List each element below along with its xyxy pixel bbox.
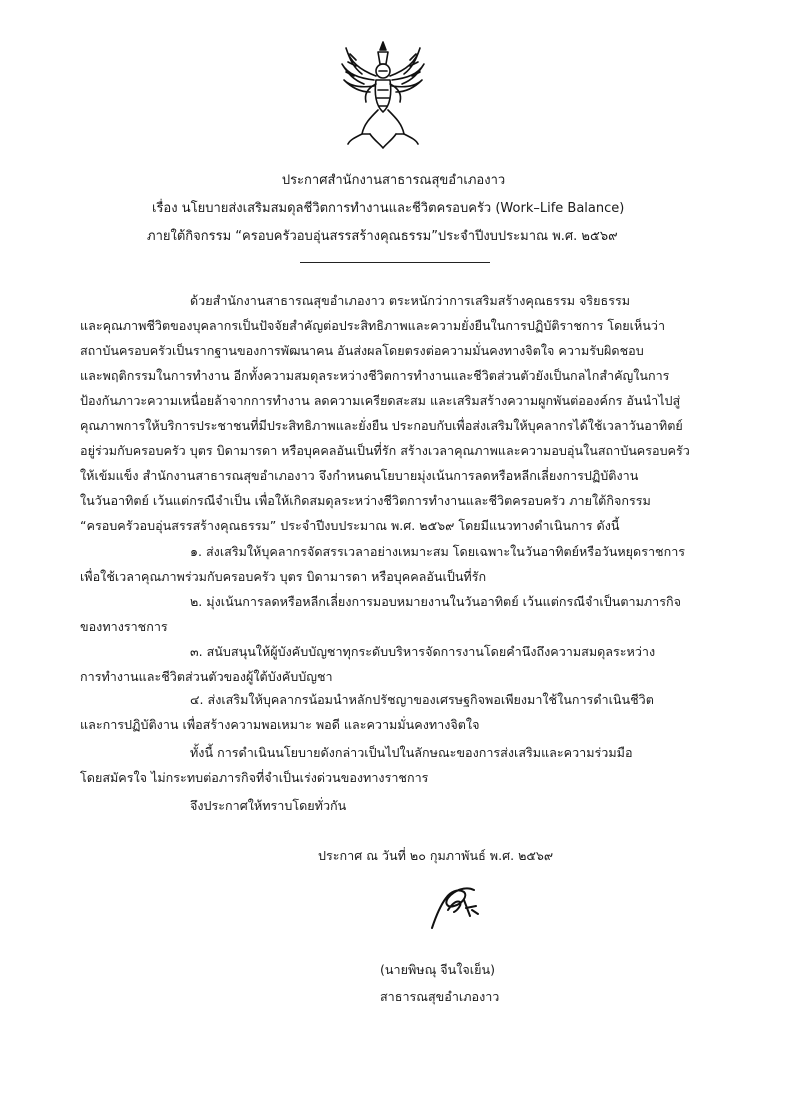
- intro-line: ด้วยสำนักงานสาธารณสุขอำเภองาว ตระหนักว่าการเสริมสร้างคุณธรรม จริยธรรม: [190, 293, 631, 308]
- announcement-office-title: ประกาศสำนักงานสาธารณสุขอำเภองาว: [281, 173, 506, 188]
- announcement-subject: เรื่อง นโยบายส่งเสริมสมดุลชีวิตการทำงานและชีวิตครอบครัว (Work–Life Balance): [152, 201, 625, 216]
- guideline-item-1: [80, 539, 716, 589]
- guideline-item-4: [80, 687, 716, 737]
- guideline-item-line: การทำงานและชีวิตส่วนตัวของผู้ใต้บังคับบัญชา: [80, 669, 333, 684]
- intro-line: ป้องกันภาวะความเหนื่อยล้าจากการทำงาน ลดความเครียดสะสม และเสริมสร้างความผูกพันต่อองค์กร อันนำไปสู่: [80, 393, 681, 408]
- final-statement-text: จึงประกาศให้ทราบโดยทั่วกัน: [190, 798, 347, 813]
- signer-name: (นายพิษณุ จีนใจเย็น): [380, 962, 495, 977]
- closing-line: ทั้งนี้ การดำเนินนโยบายดังกล่าวเป็นไปในลักษณะของการส่งเสริมและความร่วมมือ: [190, 745, 633, 760]
- intro-line: และพฤติกรรมในการทำงาน อีกทั้งความสมดุลระหว่างชีวิตการทำงานและชีวิตส่วนตัวยังเป็นกลไกสำคัญในการ: [80, 368, 670, 383]
- final-statement: [190, 793, 590, 818]
- intro-paragraph: [80, 288, 716, 538]
- intro-line: ในวันอาทิตย์ เว้นแต่กรณีจำเป็น เพื่อให้เกิดสมดุลระหว่างชีวิตการทำงานและชีวิตครอบครัว ภายใต้กิจกรรม: [80, 493, 651, 508]
- intro-line: ให้เข้มแข็ง สำนักงานสาธารณสุขอำเภองาว จึงกำหนดนโยบายมุ่งเน้นการลดหรือหลีกเลี่ยงการปฏิบัติงาน: [80, 468, 639, 483]
- guideline-item-line: ๓. สนับสนุนให้ผู้บังคับบัญชาทุกระดับบริหารจัดการงานโดยคำนึงถึงความสมดุลระหว่าง: [190, 644, 656, 659]
- intro-line: คุณภาพการให้บริการประชาชนที่มีประสิทธิภาพและยั่งยืน ประกอบกับเพื่อส่งเสริมให้บุคลากรได้ใช้เวลาวันอาทิตย์: [80, 418, 683, 433]
- intro-line: “ครอบครัวอบอุ่นสรรสร้างคุณธรรม” ประจำปีงบประมาณ พ.ศ. ๒๕๖๙ โดยมีแนวทางดำเนินการ ดังนี้: [80, 518, 620, 533]
- handwritten-signature: [418, 876, 488, 936]
- garuda-emblem-icon: [340, 40, 426, 150]
- guideline-item-line: ๑. ส่งเสริมให้บุคลากรจัดสรรเวลาอย่างเหมาะสม โดยเฉพาะในวันอาทิตย์หรือวันหยุดราชการ: [190, 544, 686, 559]
- guideline-item-line: ของทางราชการ: [80, 619, 168, 634]
- header-divider: [300, 262, 490, 263]
- intro-line: และคุณภาพชีวิตของบุคลากรเป็นปัจจัยสำคัญต่อประสิทธิภาพและความยั่งยืนในการปฏิบัติราชการ โดยเห็นว่า: [80, 318, 666, 333]
- signer-position: สาธารณสุขอำเภองาว: [380, 989, 500, 1004]
- guideline-item-line: และการปฏิบัติงาน เพื่อสร้างความพอเหมาะ พอดี และความมั่นคงทางจิตใจ: [80, 717, 480, 732]
- closing-line: โดยสมัครใจ ไม่กระทบต่อภารกิจที่จำเป็นเร่งด่วนของทางราชการ: [80, 770, 429, 785]
- guideline-item-3: [80, 639, 716, 689]
- guideline-item-line: ๔. ส่งเสริมให้บุคลากรน้อมนำหลักปรัชญาของเศรษฐกิจพอเพียงมาใช้ในการดำเนินชีวิต: [190, 692, 654, 707]
- announcement-date: ประกาศ ณ วันที่ ๒๐ กุมภาพันธ์ พ.ศ. ๒๕๖๙: [318, 848, 554, 863]
- announcement-activity: ภายใต้กิจกรรม “ครอบครัวอบอุ่นสรรสร้างคุณธรรม”ประจำปีงบประมาณ พ.ศ. ๒๕๖๙: [147, 229, 618, 244]
- intro-line: อยู่ร่วมกับครอบครัว บุตร บิดามารดา หรือบุคคลอันเป็นที่รัก สร้างเวลาคุณภาพและความอบอุ่นในสถาบันครอบครัว: [80, 443, 690, 458]
- guideline-item-line: เพื่อใช้เวลาคุณภาพร่วมกับครอบครัว บุตร บิดามารดา หรือบุคคลอันเป็นที่รัก: [80, 569, 487, 584]
- closing-paragraph: [80, 740, 716, 790]
- guideline-item-2: [80, 589, 716, 639]
- intro-line: สถาบันครอบครัวเป็นรากฐานของการพัฒนาคน อันส่งผลโดยตรงต่อความมั่นคงทางจิตใจ ความรับผิดชอบ: [80, 343, 644, 358]
- guideline-item-line: ๒. มุ่งเน้นการลดหรือหลีกเลี่ยงการมอบหมายงานในวันอาทิตย์ เว้นแต่กรณีจำเป็นตามภารกิจ: [190, 594, 682, 609]
